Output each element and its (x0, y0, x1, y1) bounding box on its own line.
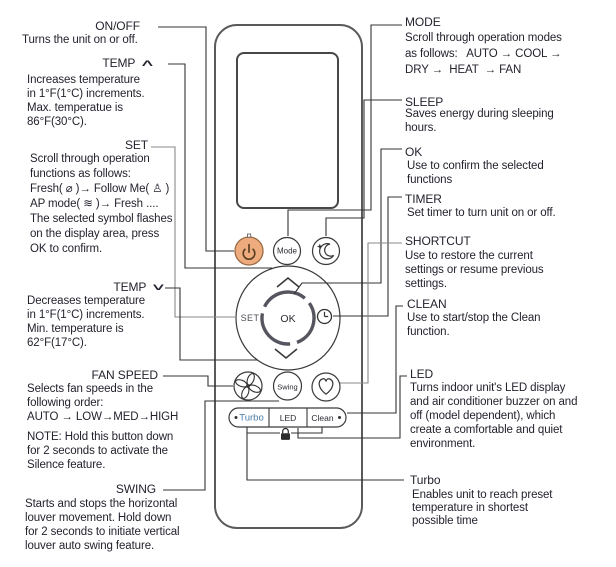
desc-temp-up-line: Max. temperatue is (27, 102, 123, 114)
chevron-up-icon: ∧ (139, 57, 156, 69)
desc-turbo (412, 489, 552, 528)
desc-fan-speed-note-line: NOTE: Hold this button down (27, 431, 174, 443)
desc-sleep-line: Saves energy during sleeping (405, 108, 554, 120)
shortcut-button[interactable] (312, 373, 340, 401)
desc-mode-line: as follows: AUTO → COOL → (405, 48, 562, 60)
desc-timer (407, 206, 556, 220)
desc-temp-up-line: 86°F(30°C). (27, 116, 87, 128)
label-swing: SWING (115, 482, 156, 496)
mode-button-label[interactable]: Mode (276, 246, 298, 256)
desc-temp-down-line: 62°F(17°C). (27, 337, 87, 349)
label-temp-down-text: TEMP (113, 280, 147, 294)
desc-mode (405, 30, 562, 78)
desc-led (410, 381, 577, 451)
desc-swing-line: louver auto swing feature. (25, 540, 155, 552)
desc-fan-speed-line: Selects fan speeds in the (27, 383, 153, 395)
desc-shortcut-line: settings or resume previous (405, 264, 544, 276)
label-temp-up (102, 56, 156, 70)
label-set: SET (124, 138, 148, 152)
desc-sleep-line: hours. (405, 122, 437, 134)
label-on-off: ON/OFF (95, 19, 140, 33)
desc-ok-line: Use to confirm the selected (407, 160, 544, 172)
label-shortcut: SHORTCUT (405, 234, 471, 248)
desc-fan-speed-note-line: Silence feature. (27, 459, 106, 471)
desc-swing-line: Starts and stops the horizontal (25, 498, 178, 510)
desc-set-line: The selected symbol flashes (30, 213, 173, 225)
desc-led-line: environment. (410, 438, 476, 450)
label-turbo: Turbo (410, 473, 441, 487)
desc-temp-up (27, 73, 144, 129)
desc-clean-line: function. (407, 326, 450, 338)
desc-temp-down-line: Decreases temperature (27, 295, 146, 307)
sleep-button[interactable] (313, 238, 340, 265)
swing-button-label[interactable]: Swing (277, 382, 298, 391)
desc-set-line: on the display area, press (30, 228, 160, 240)
turbo-dot (235, 416, 238, 419)
desc-set-line: Scroll through operation (30, 153, 150, 165)
desc-temp-down-line: in 1°F(1°C) increments. (27, 309, 145, 321)
led-button-label[interactable]: LED (279, 413, 297, 423)
desc-turbo-line: possible time (412, 515, 478, 527)
desc-on-off-line: Turns the unit on or off. (22, 34, 138, 46)
clean-button-label[interactable]: Clean (311, 413, 334, 423)
label-ok: OK (405, 145, 423, 159)
label-clean: CLEAN (407, 297, 447, 311)
label-fan-speed: FAN SPEED (91, 368, 158, 382)
remote-display (237, 53, 338, 208)
ok-button-label[interactable]: OK (280, 312, 296, 325)
desc-temp-up-line: in 1°F(1°C) increments. (27, 88, 145, 100)
desc-set-line: AP mode( ≋ )→ Fresh .... (30, 198, 159, 210)
desc-led-line: off (model dependent), which (410, 410, 556, 422)
desc-ok-line: functions (407, 174, 453, 186)
desc-swing-line: louver movement. Hold down (25, 512, 172, 524)
desc-clean (407, 311, 540, 339)
desc-timer-line: Set timer to turn unit on or off. (407, 207, 556, 219)
desc-set-line: Fresh( ⌀ )→ Follow Me( ♙ ) (30, 183, 170, 195)
power-notch (248, 234, 251, 237)
desc-temp-up-line: Increases temperature (27, 74, 140, 86)
desc-shortcut (405, 249, 544, 291)
label-sleep: SLEEP (405, 95, 444, 109)
label-temp-up-text: TEMP (102, 56, 136, 70)
desc-sleep (405, 107, 554, 135)
desc-clean-line: Use to start/stop the Clean (407, 312, 541, 324)
desc-fan-speed-line: following order: (27, 397, 104, 409)
label-led: LED (410, 367, 434, 381)
desc-temp-down (27, 294, 145, 350)
desc-led-line: Turns indoor unit's LED display (410, 382, 566, 394)
chevron-down-icon: ∨ (150, 281, 167, 293)
desc-set-line: OK to confirm. (30, 243, 103, 255)
desc-fan-speed-note-line: for 2 seconds to activate the (27, 445, 168, 457)
desc-ok (407, 159, 544, 187)
desc-set (30, 152, 172, 257)
clean-dot (338, 416, 341, 419)
desc-fan-speed-line: AUTO → LOW→MED→HIGH (27, 411, 179, 423)
desc-fan-speed (27, 382, 178, 424)
desc-mode-line: Scroll through operation modes (405, 32, 562, 44)
desc-on-off (22, 33, 138, 47)
desc-turbo-line: temperature in shortest (412, 502, 528, 514)
desc-mode-line: DRY → HEAT → FAN (405, 64, 522, 76)
timer-button[interactable] (318, 310, 332, 324)
desc-led-line: and air conditioner buzzer on and (410, 396, 578, 408)
desc-led-line: create a comfortable and quiet (410, 424, 563, 436)
turbo-button-label[interactable]: Turbo (239, 412, 264, 424)
desc-fan-speed-note (27, 430, 173, 472)
desc-shortcut-line: settings. (405, 278, 447, 290)
desc-set-line: functions as follows: (30, 168, 131, 180)
desc-turbo-line: Enables unit to reach preset (412, 489, 553, 501)
desc-swing (25, 497, 179, 553)
desc-shortcut-line: Use to restore the current (405, 250, 533, 262)
set-button-label[interactable]: SET (240, 313, 260, 323)
desc-swing-line: for 2 seconds to initiate vertical (25, 526, 180, 538)
desc-temp-down-line: Min. temperature is (27, 323, 124, 335)
label-timer: TIMER (405, 192, 442, 206)
label-mode: MODE (405, 15, 441, 29)
label-temp-down (113, 280, 167, 294)
